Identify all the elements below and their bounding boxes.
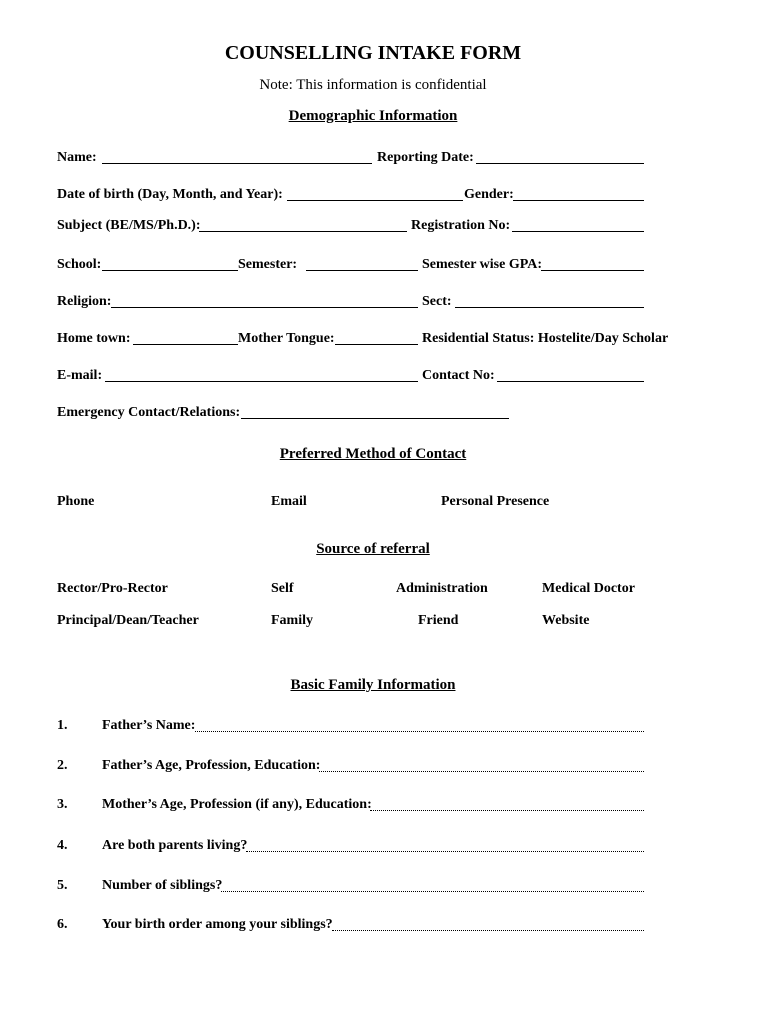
referral-option[interactable]: Family xyxy=(271,613,313,628)
question-number: 1. xyxy=(57,718,68,733)
reporting-date-field-line[interactable] xyxy=(476,163,644,164)
parents-living-answer-line[interactable] xyxy=(246,851,644,852)
father-name-question: Father’s Name: xyxy=(102,718,196,733)
contact-no-label: Contact No: xyxy=(422,368,495,383)
birth-order-answer-line[interactable] xyxy=(332,930,644,931)
question-number: 5. xyxy=(57,878,68,893)
name-field-line[interactable] xyxy=(102,163,372,164)
referral-option[interactable]: Administration xyxy=(396,581,488,596)
religion-label: Religion: xyxy=(57,294,112,309)
contact-option-personal-presence[interactable]: Personal Presence xyxy=(441,494,550,509)
referral-option[interactable]: Website xyxy=(542,613,590,628)
subject-label: Subject (BE/MS/Ph.D.): xyxy=(57,218,201,233)
birth-order-question: Your birth order among your siblings? xyxy=(102,917,333,932)
section-contact-method-heading: Preferred Method of Contact xyxy=(279,446,467,462)
emergency-contact-label: Emergency Contact/Relations: xyxy=(57,405,241,420)
question-number: 4. xyxy=(57,838,68,853)
gender-label: Gender: xyxy=(464,187,514,202)
form-title: COUNSELLING INTAKE FORM xyxy=(224,42,522,64)
mother-tongue-field-line[interactable] xyxy=(335,344,418,345)
home-town-field-line[interactable] xyxy=(133,344,238,345)
registration-no-label: Registration No: xyxy=(411,218,511,233)
referral-option[interactable]: Friend xyxy=(418,613,459,628)
question-number: 3. xyxy=(57,797,68,812)
religion-field-line[interactable] xyxy=(111,307,418,308)
subject-field-line[interactable] xyxy=(199,231,407,232)
question-number: 2. xyxy=(57,758,68,773)
sect-field-line[interactable] xyxy=(455,307,644,308)
father-details-question: Father’s Age, Profession, Education: xyxy=(102,758,321,773)
referral-option[interactable]: Medical Doctor xyxy=(542,581,635,596)
gpa-field-line[interactable] xyxy=(541,270,644,271)
reporting-date-label: Reporting Date: xyxy=(377,150,474,165)
sect-label: Sect: xyxy=(422,294,452,309)
email-field-line[interactable] xyxy=(105,381,418,382)
confidential-note: Note: This information is confidential xyxy=(259,77,487,93)
siblings-count-answer-line[interactable] xyxy=(221,891,644,892)
section-family-heading: Basic Family Information xyxy=(290,677,456,693)
contact-option-email[interactable]: Email xyxy=(271,494,307,509)
name-label: Name: xyxy=(57,150,97,165)
father-details-answer-line[interactable] xyxy=(319,771,644,772)
section-demographic-heading: Demographic Information xyxy=(288,108,458,124)
email-label: E-mail: xyxy=(57,368,103,383)
contact-option-phone[interactable]: Phone xyxy=(57,494,95,509)
gender-field-line[interactable] xyxy=(513,200,644,201)
referral-option[interactable]: Self xyxy=(271,581,294,596)
gpa-label: Semester wise GPA: xyxy=(422,257,542,272)
semester-label: Semester: xyxy=(238,257,298,272)
mother-details-answer-line[interactable] xyxy=(370,810,644,811)
referral-option[interactable]: Rector/Pro-Rector xyxy=(57,581,168,596)
emergency-contact-field-line[interactable] xyxy=(241,418,509,419)
siblings-count-question: Number of siblings? xyxy=(102,878,223,893)
registration-no-field-line[interactable] xyxy=(512,231,644,232)
mother-tongue-label: Mother Tongue: xyxy=(238,331,335,346)
contact-no-field-line[interactable] xyxy=(497,381,644,382)
residential-status-label: Residential Status: Hostelite/Day Scholar xyxy=(422,331,669,346)
mother-details-question: Mother’s Age, Profession (if any), Education: xyxy=(102,797,372,812)
parents-living-question: Are both parents living? xyxy=(102,838,248,853)
semester-field-line[interactable] xyxy=(306,270,418,271)
home-town-label: Home town: xyxy=(57,331,131,346)
question-number: 6. xyxy=(57,917,68,932)
school-field-line[interactable] xyxy=(102,270,238,271)
dob-label: Date of birth (Day, Month, and Year): xyxy=(57,187,283,202)
section-referral-heading: Source of referral xyxy=(316,541,430,557)
referral-option[interactable]: Principal/Dean/Teacher xyxy=(57,613,199,628)
father-name-answer-line[interactable] xyxy=(195,731,644,732)
school-label: School: xyxy=(57,257,102,272)
dob-field-line[interactable] xyxy=(287,200,463,201)
